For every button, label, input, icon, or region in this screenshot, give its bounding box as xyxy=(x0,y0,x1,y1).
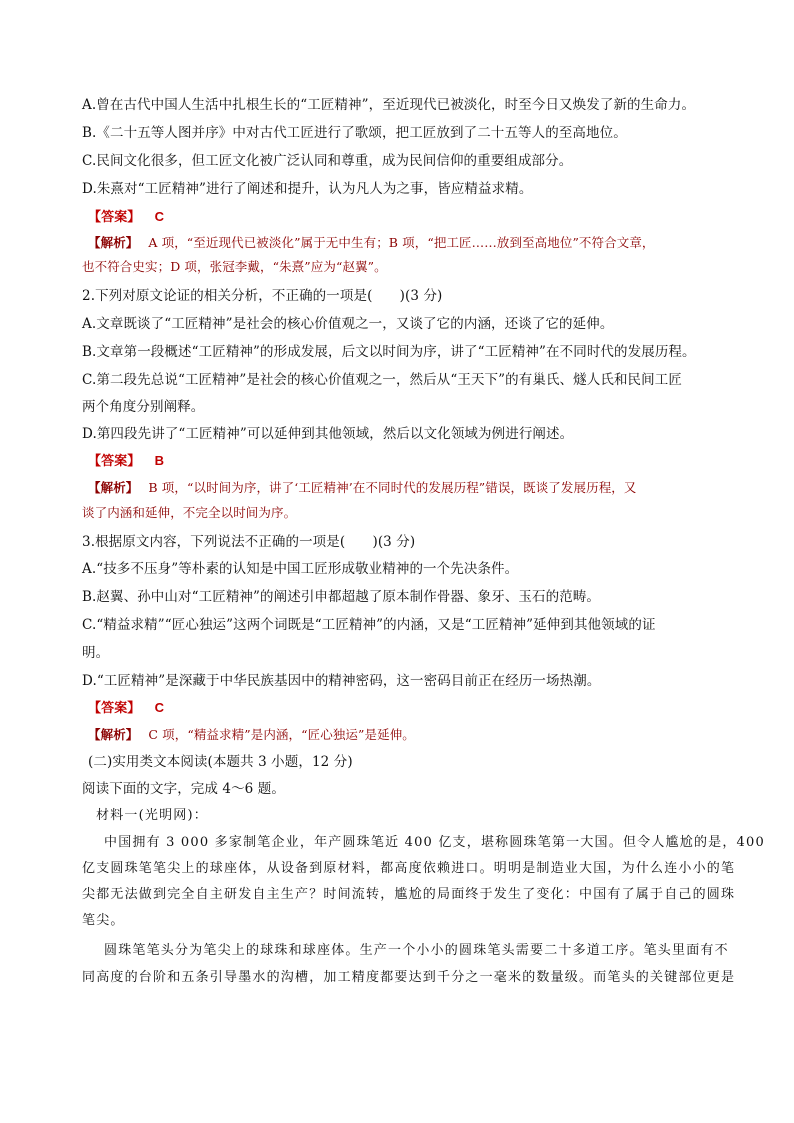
q2-option-d: D.第四段先讲了“工匠精神”可以延伸到其他领域，然后以文化领域为例进行阐述。 xyxy=(82,426,574,442)
explain-tag: 【解析】 xyxy=(88,480,139,495)
material-para2-line-2: 同高度的台阶和五条引导墨水的沟槽，加工精度都要达到千分之一毫米的数量级。而笔头的关键部位更是 xyxy=(82,970,736,985)
q2-option-c: C.第二段先总说“工匠精神”是社会的核心价值观之一，然后从“王天下”的有巢氏、燧人氏和民间工匠 xyxy=(82,372,682,388)
section-instruction: 阅读下面的文字，完成 4～6 题。 xyxy=(82,781,285,797)
q3-stem: 3.根据原文内容，下列说法不正确的一项是( )(3 分) xyxy=(82,534,416,550)
q1-answer xyxy=(88,207,728,228)
q2-explanation-line-1 xyxy=(88,478,728,498)
q3-option-a: A.“技多不压身”等朴素的认知是中国工匠形成敬业精神的一个先决条件。 xyxy=(82,561,519,577)
explain-text: C 项，“精益求精”是内涵，“匠心独运”是延伸。 xyxy=(148,727,415,742)
explain-tag: 【解析】 xyxy=(88,727,139,742)
q3-option-c: C.“精益求精”“匠心独运”这两个词既是“工匠精神”的内涵，又是“工匠精神”延伸到其他领域的证 xyxy=(82,617,656,633)
answer-value: B xyxy=(154,453,165,468)
explain-text: A 项，“至近现代已被淡化”属于无中生有；B 项，“把工匠……放到至高地位”不符合文章， xyxy=(148,235,655,250)
material-para1-line-1: 中国拥有 3 000 多家制笔企业，年产圆珠笔近 400 亿支，堪称圆珠笔第一大国。但令人尴尬的是，400 xyxy=(104,835,765,850)
answer-tag: 【答案】 xyxy=(88,210,141,225)
answer-value: C xyxy=(154,700,165,715)
material-para1-line-2: 亿支圆珠笔笔尖上的球座体，从设备到原材料，都高度依赖进口。明明是制造业大国，为什么连小小的笔 xyxy=(82,861,736,876)
material-title: 材料一(光明网)： xyxy=(96,808,208,823)
q3-option-c-cont: 明。 xyxy=(82,645,110,661)
q2-option-a: A.文章既谈了“工匠精神”是社会的核心价值观之一，又谈了它的内涵，还谈了它的延伸。 xyxy=(82,316,614,332)
q1-option-d: D.朱熹对“工匠精神”进行了阐述和提升，认为凡人为之事，皆应精益求精。 xyxy=(82,181,533,197)
q3-answer xyxy=(88,698,728,719)
q2-answer xyxy=(88,451,728,472)
q1-option-b: B.《二十五等人图并序》中对古代工匠进行了歌颂，把工匠放到了二十五等人的至高地位。 xyxy=(82,125,627,141)
section-heading: (二)实用类文本阅读(本题共 3 小题，12 分) xyxy=(88,754,353,770)
q1-explanation-line-1 xyxy=(88,233,728,253)
q1-explanation-line-2: 也不符合史实；D 项，张冠李戴，“朱熹”应为“赵翼”。 xyxy=(82,259,387,274)
q1-option-a: A.曾在古代中国人生活中扎根生长的“工匠精神”，至近现代已被淡化，时至今日又焕发了新的生命力。 xyxy=(82,97,696,113)
explain-text: B 项，“以时间为序，讲了‘工匠精神’在不同时代的发展历程”错误，既谈了发展历程，又 xyxy=(148,480,637,495)
q2-option-c-cont: 两个角度分别阐释。 xyxy=(82,399,205,415)
material-para1-line-3: 尖都无法做到完全自主研发自主生产？时间流转，尴尬的局面终于发生了变化：中国有了属于自己的圆珠 xyxy=(82,887,736,902)
q2-stem: 2.下列对原文论证的相关分析，不正确的一项是( )(3 分) xyxy=(82,288,443,304)
answer-value: C xyxy=(154,209,165,224)
material-para2-line-1: 圆珠笔笔头分为笔尖上的球珠和球座体。生产一个小小的圆珠笔头需要二十多道工序。笔头里面有不 xyxy=(104,943,729,958)
q3-option-b: B.赵翼、孙中山对“工匠精神”的阐述引申都超越了原本制作骨器、象牙、玉石的范畴。 xyxy=(82,589,601,605)
q2-explanation-line-2: 谈了内涵和延伸，不完全以时间为序。 xyxy=(82,505,297,520)
explain-tag: 【解析】 xyxy=(88,235,139,250)
q3-option-d: D.“工匠精神”是深藏于中华民族基因中的精神密码，这一密码目前正在经历一场热潮。 xyxy=(82,673,601,689)
q3-explanation-line-1 xyxy=(88,725,728,745)
material-para1-line-4: 笔尖。 xyxy=(82,913,125,928)
q1-option-c: C.民间文化很多，但工匠文化被广泛认同和尊重，成为民间信仰的重要组成部分。 xyxy=(82,153,573,169)
answer-tag: 【答案】 xyxy=(88,454,141,469)
answer-tag: 【答案】 xyxy=(88,701,141,716)
q2-option-b: B.文章第一段概述“工匠精神”的形成发展，后文以时间为序，讲了“工匠精神”在不同时代的发展历程。 xyxy=(82,344,696,360)
